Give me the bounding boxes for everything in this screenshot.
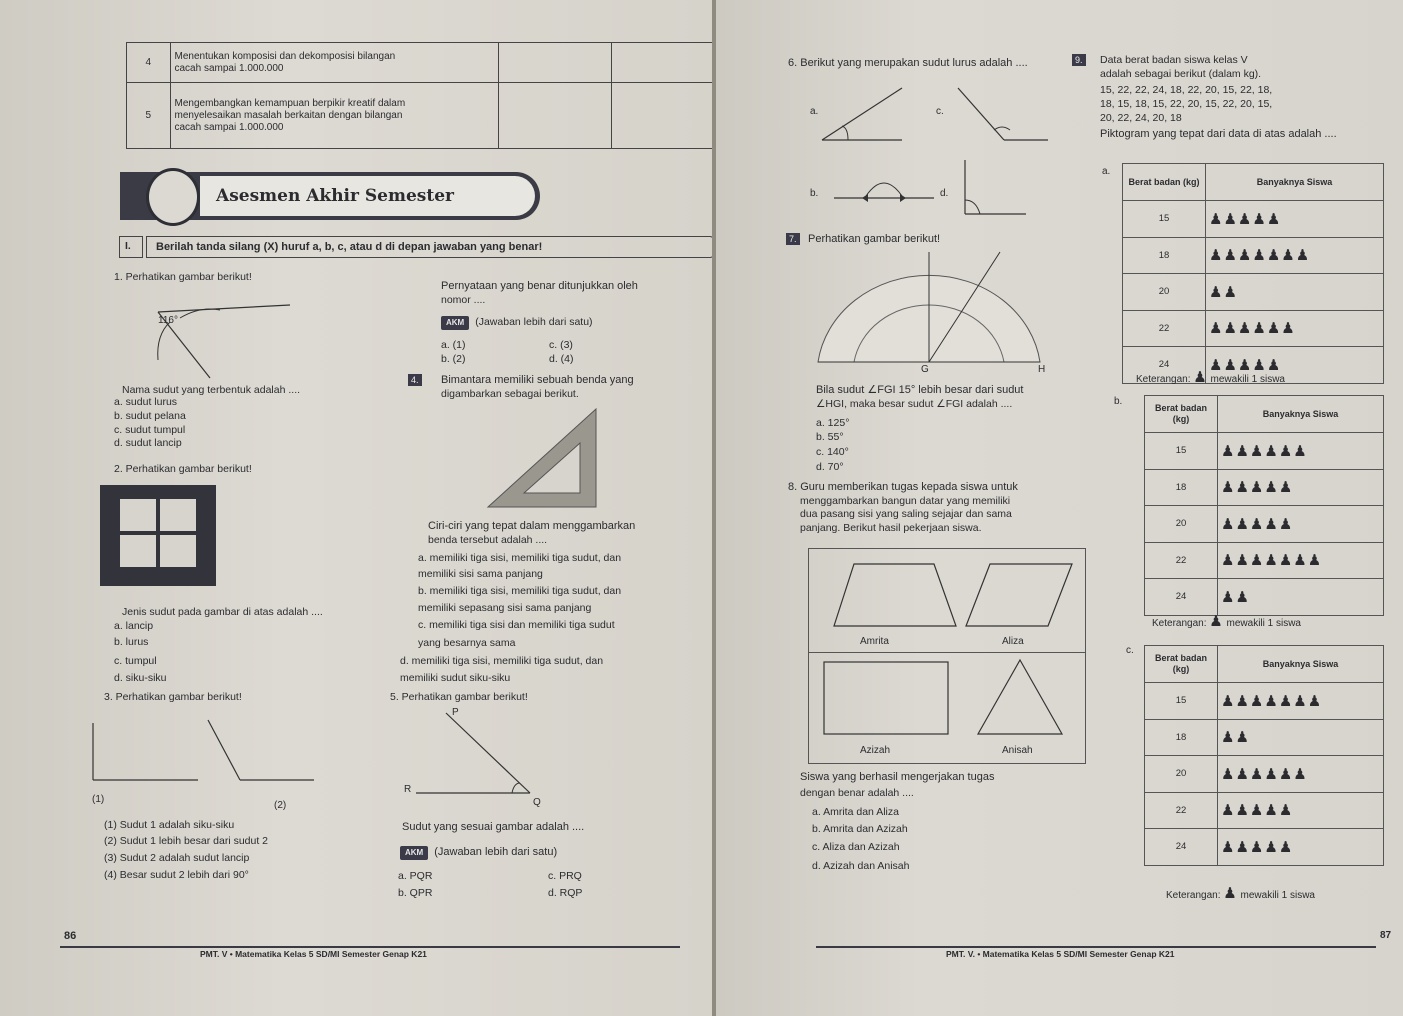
col-weight-header: Berat badan (kg): [1145, 396, 1218, 433]
person-icon: ♟: [1209, 210, 1224, 228]
q8-option-a: a. Amrita dan Aliza: [812, 806, 899, 818]
pictogram-row: [1145, 719, 1384, 756]
count-icons-cell: [1218, 433, 1384, 470]
person-icon: ♟: [1221, 838, 1236, 856]
q6-figure-a: [820, 86, 910, 146]
q9-option-b: b.: [1114, 396, 1123, 407]
q7-option-d: d. 70°: [816, 461, 844, 473]
banner-title: Asesmen Akhir Semester: [216, 186, 454, 206]
person-icon: ♟: [1235, 552, 1250, 570]
q9-line2: adalah sebagai berikut (dalam kg).: [1100, 68, 1262, 80]
person-icon: ♟: [1281, 320, 1296, 338]
weight-cell: 15: [1145, 683, 1218, 720]
person-icon: ♟: [1221, 802, 1236, 820]
q8-name-aliza: Aliza: [1002, 636, 1024, 647]
q4-option-c2: yang besarnya sama: [418, 637, 516, 649]
q3-right-line1: Pernyataan yang benar ditunjukkan oleh: [441, 280, 638, 292]
person-icon: ♟: [1237, 320, 1253, 338]
weight-cell: 22: [1145, 792, 1218, 829]
table-row-text: cacah sampai 1.000.000: [174, 121, 284, 133]
person-icon: ♟: [1264, 479, 1279, 497]
q9-line3: Piktogram yang tepat dari data di atas adalah ....: [1100, 128, 1337, 140]
person-icon: ♟: [1249, 802, 1265, 820]
q6-title: 6. Berikut yang merupakan sudut lurus adalah ....: [788, 57, 1028, 69]
q5-option-d: d. RQP: [548, 887, 583, 899]
count-icons-cell: [1218, 792, 1384, 829]
person-icon: ♟: [1209, 247, 1224, 265]
weight-cell: 18: [1145, 719, 1218, 756]
table-row-no: 5: [127, 83, 171, 149]
count-icons-cell: [1218, 469, 1384, 506]
pictogram-row: [1123, 310, 1384, 347]
q3-right-option-b: b. (2): [441, 353, 466, 365]
competency-table: [126, 42, 712, 149]
weight-cell: 20: [1123, 274, 1206, 311]
count-icons-cell: [1206, 201, 1384, 238]
person-icon: ♟: [1221, 729, 1236, 747]
q1-angle-label: 116°: [158, 315, 178, 326]
q3-label-1: (1): [92, 794, 105, 805]
person-icon: ♟: [1223, 885, 1238, 902]
weight-cell: 20: [1145, 506, 1218, 543]
q8-name-azizah: Azizah: [860, 745, 891, 756]
person-icon: ♟: [1307, 692, 1323, 710]
count-icons-cell: [1218, 542, 1384, 579]
person-icon: ♟: [1252, 247, 1267, 265]
q2-option-d: d. siku-siku: [114, 672, 167, 684]
person-icon: ♟: [1293, 442, 1308, 460]
pictogram-row: [1145, 792, 1384, 829]
q1-option-d: d. sudut lancip: [114, 437, 182, 449]
q8-option-c: c. Aliza dan Azizah: [812, 841, 900, 853]
q7-point-g: G: [921, 364, 929, 375]
person-icon: ♟: [1221, 588, 1236, 606]
pictogram-b: [1144, 395, 1384, 616]
weight-cell: 24: [1145, 829, 1218, 866]
person-icon: ♟: [1249, 838, 1265, 856]
weight-cell: 22: [1123, 310, 1206, 347]
weight-cell: 22: [1145, 542, 1218, 579]
q7-title: Perhatikan gambar berikut!: [808, 233, 941, 245]
pictogram-row: [1145, 756, 1384, 793]
weight-cell: 18: [1123, 237, 1206, 274]
q8-name-amrita: Amrita: [860, 636, 889, 647]
count-icons-cell: [1218, 719, 1384, 756]
q5-point-r: R: [404, 784, 412, 795]
q1-option-b: b. sudut pelana: [114, 410, 186, 422]
student-avatar-icon: [146, 168, 200, 226]
q3-right-line2: nomor ....: [441, 294, 486, 306]
pictogram-row: [1123, 237, 1384, 274]
person-icon: ♟: [1235, 442, 1250, 460]
col-count-header: Banyaknya Siswa: [1218, 646, 1384, 683]
section-number: I.: [125, 240, 131, 252]
table-row-no: 4: [127, 43, 171, 83]
footer-decoration: [60, 918, 680, 948]
q8-line4: panjang. Berikut hasil pekerjaan siswa.: [800, 522, 982, 534]
count-icons-cell: [1206, 310, 1384, 347]
person-icon: ♟: [1264, 692, 1279, 710]
q4-set-square-figure: [484, 405, 604, 511]
person-icon: ♟: [1235, 802, 1250, 820]
pictogram-row: [1145, 579, 1384, 616]
q4-option-b2: memiliki sepasang sisi sama panjang: [418, 602, 592, 614]
q1-option-a: a. sudut lurus: [114, 396, 178, 408]
q9-number: [1072, 54, 1090, 66]
q1-question: Nama sudut yang terbentuk adalah ....: [122, 384, 301, 396]
q3-statement-4: (4) Besar sudut 2 lebih dari 90°: [104, 869, 249, 881]
q8-question-line2: dengan benar adalah ....: [800, 787, 914, 799]
person-icon: ♟: [1278, 479, 1294, 497]
person-icon: ♟: [1264, 765, 1279, 783]
q7-point-h: H: [1038, 364, 1046, 375]
person-icon: ♟: [1221, 442, 1236, 460]
pictogram-c: [1144, 645, 1384, 866]
person-icon: ♟: [1264, 442, 1279, 460]
q7-line2: ∠HGI, maka besar sudut ∠FGI adalah ....: [816, 398, 1013, 410]
section-instruction: Berilah tanda silang (X) huruf a, b, c, atau d di depan jawaban yang benar!: [156, 241, 543, 253]
pictogram-c-body: [1145, 683, 1384, 866]
q7-option-c: c. 140°: [816, 446, 849, 458]
person-icon: ♟: [1278, 765, 1294, 783]
table-row-text: Menentukan komposisi dan dekomposisi bilangan: [174, 50, 396, 62]
person-icon: ♟: [1266, 320, 1282, 338]
q9-number-badge: 9.: [1072, 54, 1086, 66]
pictogram-a-body: [1123, 201, 1384, 384]
q4-question-line1: Ciri-ciri yang tepat dalam menggambarkan: [428, 520, 636, 532]
q5-title: 5. Perhatikan gambar berikut!: [390, 691, 528, 703]
person-icon: ♟: [1278, 442, 1294, 460]
q5-akm-row: [400, 846, 557, 860]
q9-data2: 18, 15, 18, 15, 22, 20, 15, 22, 20, 15,: [1100, 98, 1273, 110]
person-icon: ♟: [1264, 802, 1279, 820]
q7-number-badge: 7.: [786, 233, 800, 245]
person-icon: ♟: [1278, 802, 1294, 820]
person-icon: ♟: [1221, 765, 1236, 783]
person-icon: ♟: [1293, 552, 1308, 570]
col-weight-header: Berat badan (kg): [1123, 164, 1206, 201]
q4-option-d2: memiliki sudut siku-siku: [400, 672, 511, 684]
pictogram-row: [1123, 274, 1384, 311]
weight-cell: 20: [1145, 756, 1218, 793]
q5-option-a: a. PQR: [398, 870, 433, 882]
q6-option-c: c.: [936, 106, 944, 117]
pictogram-row: [1123, 201, 1384, 238]
person-icon: ♟: [1278, 552, 1294, 570]
person-icon: ♟: [1281, 247, 1296, 265]
person-icon: ♟: [1266, 247, 1282, 265]
q7-option-a: a. 125°: [816, 417, 850, 429]
person-icon: ♟: [1235, 588, 1250, 606]
person-icon: ♟: [1249, 692, 1265, 710]
q2-question: Jenis sudut pada gambar di atas adalah ....: [122, 606, 323, 618]
q5-point-p: P: [452, 707, 459, 718]
col-weight-header: Berat badan (kg): [1145, 646, 1218, 683]
person-icon: ♟: [1223, 283, 1238, 301]
person-icon: ♟: [1307, 552, 1323, 570]
q8-figure-parallelogram: [964, 560, 1076, 630]
person-icon: ♟: [1223, 320, 1238, 338]
q5-point-q: Q: [533, 797, 541, 808]
q2-window-figure: [100, 485, 216, 586]
q8-figure-triangle: [976, 656, 1066, 740]
person-icon: ♟: [1249, 479, 1265, 497]
q9-line1: Data berat badan siswa kelas V: [1100, 54, 1248, 66]
q4-option-d1: d. memiliki tiga sisi, memiliki tiga sudut, dan: [400, 655, 604, 667]
legend-label: Keterangan:: [1166, 890, 1221, 901]
q2-option-a: a. lancip: [114, 620, 154, 632]
legend-c: [1166, 885, 1315, 902]
person-icon: ♟: [1235, 729, 1250, 747]
q4-option-a2: memiliki sisi sama panjang: [418, 568, 543, 580]
q8-figure-trapezoid: [830, 560, 960, 630]
person-icon: ♟: [1193, 369, 1208, 386]
legend-b: [1152, 613, 1301, 630]
q3-right-option-d: d. (4): [549, 353, 574, 365]
table-row-text: Mengembangkan kemampuan berpikir kreatif dalam: [174, 97, 406, 109]
q4-option-c1: c. memiliki tiga sisi dan memiliki tiga sudut: [418, 619, 615, 631]
q9-option-a: a.: [1102, 166, 1111, 177]
pictogram-b-body: [1145, 433, 1384, 616]
count-icons-cell: [1218, 579, 1384, 616]
q8-option-b: b. Amrita dan Azizah: [812, 823, 908, 835]
count-icons-cell: [1218, 683, 1384, 720]
legend-label: Keterangan:: [1152, 618, 1207, 629]
q8-line2: menggambarkan bangun datar yang memiliki: [800, 495, 1011, 507]
page-number: 87: [1380, 930, 1392, 941]
person-icon: ♟: [1252, 356, 1267, 374]
q8-option-d: d. Azizah dan Anisah: [812, 860, 910, 872]
q7-protractor-figure: [814, 250, 1044, 370]
q6-option-b: b.: [810, 188, 819, 199]
akm-badge: AKM: [400, 846, 428, 860]
q8-question-line1: Siswa yang berhasil mengerjakan tugas: [800, 771, 995, 783]
q9-data3: 20, 22, 24, 20, 18: [1100, 112, 1182, 124]
q6-option-d: d.: [940, 188, 949, 199]
q3-right-option-a: a. (1): [441, 339, 466, 351]
akm-note: (Jawaban lebih dari satu): [434, 846, 558, 858]
person-icon: ♟: [1266, 356, 1282, 374]
count-icons-cell: [1218, 506, 1384, 543]
person-icon: ♟: [1209, 613, 1224, 630]
person-icon: ♟: [1249, 515, 1265, 533]
person-icon: ♟: [1221, 692, 1236, 710]
weight-cell: 15: [1123, 201, 1206, 238]
q1-option-c: c. sudut tumpul: [114, 424, 186, 436]
person-icon: ♟: [1264, 838, 1279, 856]
person-icon: ♟: [1249, 552, 1265, 570]
q4-number: [408, 374, 426, 386]
person-icon: ♟: [1266, 210, 1282, 228]
page-footer: PMT. V • Matematika Kelas 5 SD/MI Semester Genap K21: [200, 949, 427, 959]
q3-angle-figures: [88, 715, 318, 790]
person-icon: ♟: [1237, 356, 1253, 374]
person-icon: ♟: [1278, 838, 1294, 856]
q5-option-c: c. PRQ: [548, 870, 582, 882]
table-row-text: cacah sampai 1.000.000: [174, 62, 284, 74]
person-icon: ♟: [1209, 320, 1224, 338]
akm-note: (Jawaban lebih dari satu): [475, 316, 593, 328]
legend-a: [1136, 369, 1285, 386]
person-icon: ♟: [1235, 515, 1250, 533]
person-icon: ♟: [1293, 765, 1308, 783]
person-icon: ♟: [1264, 515, 1279, 533]
table-row-text: menyelesaikan masalah berkaitan dengan bilangan: [174, 109, 403, 121]
q3-right-option-c: c. (3): [549, 339, 573, 351]
person-icon: ♟: [1264, 552, 1279, 570]
q2-option-b: b. lurus: [114, 636, 149, 648]
person-icon: ♟: [1223, 356, 1238, 374]
q2-title: 2. Perhatikan gambar berikut!: [114, 463, 252, 475]
q8-figure-rectangle: [822, 660, 952, 738]
pictogram-row: [1145, 542, 1384, 579]
q4-line1: Bimantara memiliki sebuah benda yang: [441, 374, 634, 386]
legend-note: mewakili 1 siswa: [1226, 618, 1301, 629]
person-icon: ♟: [1278, 515, 1294, 533]
count-icons-cell: [1206, 237, 1384, 274]
person-icon: ♟: [1235, 692, 1250, 710]
legend-note: mewakili 1 siswa: [1210, 374, 1285, 385]
person-icon: ♟: [1252, 210, 1267, 228]
q3-statement-1: (1) Sudut 1 adalah siku-siku: [104, 819, 235, 831]
q3-statement-3: (3) Sudut 2 adalah sudut lancip: [104, 852, 250, 864]
akm-badge: AKM: [441, 316, 469, 330]
pictogram-row: [1145, 683, 1384, 720]
weight-cell: 15: [1145, 433, 1218, 470]
q6-figure-b: [830, 176, 940, 206]
person-icon: ♟: [1235, 765, 1250, 783]
person-icon: ♟: [1278, 692, 1294, 710]
q2-option-c: c. tumpul: [114, 655, 157, 667]
q6-figure-d: [960, 156, 1030, 218]
pictogram-row: [1145, 829, 1384, 866]
pictogram-a: [1122, 163, 1384, 384]
footer-decoration: [816, 918, 1376, 948]
q3-title: 3. Perhatikan gambar berikut!: [104, 691, 242, 703]
q8-line3: dua pasang sisi yang saling sejajar dan sama: [800, 508, 1012, 520]
person-icon: ♟: [1237, 247, 1253, 265]
q5-question: Sudut yang sesuai gambar adalah ....: [402, 821, 585, 833]
person-icon: ♟: [1249, 765, 1265, 783]
q6-option-a: a.: [810, 106, 819, 117]
q4-number-badge: 4.: [408, 374, 422, 386]
pictogram-row: [1145, 433, 1384, 470]
q5-option-b: b. QPR: [398, 887, 433, 899]
person-icon: ♟: [1237, 210, 1253, 228]
col-count-header: Banyaknya Siswa: [1206, 164, 1384, 201]
person-icon: ♟: [1295, 247, 1311, 265]
q9-option-c: c.: [1126, 645, 1134, 656]
person-icon: ♟: [1221, 515, 1236, 533]
q7-number: [786, 233, 804, 245]
weight-cell: 24: [1145, 579, 1218, 616]
pictogram-row: [1145, 506, 1384, 543]
person-icon: ♟: [1209, 283, 1224, 301]
pictogram-row: [1145, 469, 1384, 506]
q5-angle-figure: [410, 705, 560, 805]
section-number-box: [119, 236, 143, 258]
person-icon: ♟: [1221, 552, 1236, 570]
page-footer: PMT. V. • Matematika Kelas 5 SD/MI Semester Genap K21: [946, 949, 1175, 959]
count-icons-cell: [1218, 829, 1384, 866]
q4-line2: digambarkan sebagai berikut.: [441, 388, 579, 400]
q6-figure-c: [952, 86, 1052, 146]
q3-akm-row: [441, 316, 593, 330]
person-icon: ♟: [1249, 442, 1265, 460]
person-icon: ♟: [1235, 838, 1250, 856]
legend-label: Keterangan:: [1136, 374, 1191, 385]
page-number: 86: [64, 930, 77, 942]
person-icon: ♟: [1221, 479, 1236, 497]
count-icons-cell: [1218, 756, 1384, 793]
col-count-header: Banyaknya Siswa: [1218, 396, 1384, 433]
q1-title: 1. Perhatikan gambar berikut!: [114, 271, 252, 283]
q4-option-a1: a. memiliki tiga sisi, memiliki tiga sudut, dan: [418, 552, 622, 564]
q7-option-b: b. 55°: [816, 431, 844, 443]
person-icon: ♟: [1293, 692, 1308, 710]
person-icon: ♟: [1252, 320, 1267, 338]
q4-option-b1: b. memiliki tiga sisi, memiliki tiga sudut, dan: [418, 585, 622, 597]
count-icons-cell: [1206, 274, 1384, 311]
person-icon: ♟: [1223, 247, 1238, 265]
q1-angle-figure: [150, 300, 300, 380]
legend-note: mewakili 1 siswa: [1240, 890, 1315, 901]
q4-question-line2: benda tersebut adalah ....: [428, 534, 548, 546]
person-icon: ♟: [1209, 356, 1224, 374]
person-icon: ♟: [1223, 210, 1238, 228]
q3-label-2: (2): [274, 800, 287, 811]
q8-name-anisah: Anisah: [1002, 745, 1033, 756]
q3-statement-2: (2) Sudut 1 lebih besar dari sudut 2: [104, 835, 269, 847]
q9-data1: 15, 22, 22, 24, 18, 22, 20, 15, 22, 18,: [1100, 84, 1273, 96]
weight-cell: 24: [1123, 347, 1206, 384]
q8-title: 8. Guru memberikan tugas kepada siswa untuk: [788, 481, 1018, 493]
right-page: [716, 0, 1403, 1016]
weight-cell: 18: [1145, 469, 1218, 506]
person-icon: ♟: [1235, 479, 1250, 497]
q7-line1: Bila sudut ∠FGI 15° lebih besar dari sudut: [816, 384, 1024, 396]
